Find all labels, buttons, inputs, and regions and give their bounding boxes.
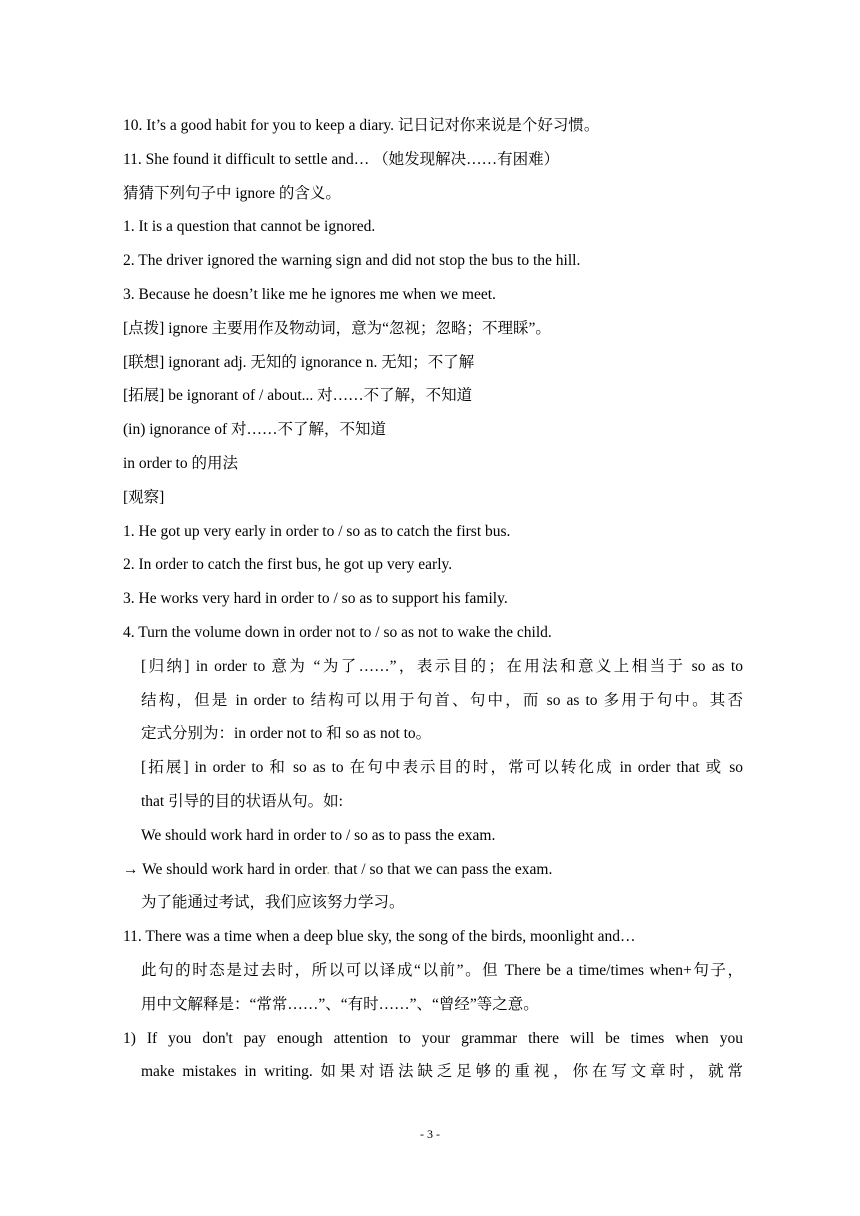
grammar-example-line-2: make mistakes in writing. 如果对语法缺乏足够的重视，你在写文章时，就常 xyxy=(141,1063,743,1081)
exam-example-converted xyxy=(123,853,743,887)
example-sentence-10: 10. It’s a good habit for you to keep a diary. 记日记对你来说是个好习惯。 xyxy=(123,117,600,134)
in-order-to-example-3: 3. He works very hard in order to / so as to support his family. xyxy=(123,590,508,608)
in-order-to-example-4: 4. Turn the volume down in order not to / so as not to wake the child. xyxy=(123,623,552,641)
extension-line-2: that 引导的目的状语从句。如: xyxy=(141,792,343,810)
ignore-example-2: 2. The driver ignored the warning sign and did not stop the bus to the hill. xyxy=(123,252,581,270)
page-number: - 3 - xyxy=(420,1127,440,1141)
there-was-a-time-sentence: 11. There was a time when a deep blue sky, the song of the birds, moonlight and… xyxy=(123,928,636,946)
ignore-example-3: 3. Because he doesn’t like me he ignores me when we meet. xyxy=(123,285,496,303)
summary-line-3: 定式分别为：in order not to 和 so as not to。 xyxy=(141,725,432,743)
ignore-extension: [拓展] be ignorant of / about... 对……不了解，不知道 xyxy=(123,387,473,405)
in-order-to-example-2: 2. In order to catch the first bus, he got up very early. xyxy=(123,556,453,574)
tense-explanation-2: 用中文解释是：“常常……”、“有时……”、“曾经”等之意。 xyxy=(141,995,539,1013)
extension-line-1: [拓展] in order to 和 so as to 在句中表示目的时，常可以转化成 in order that 或 so xyxy=(141,759,743,777)
grammar-example-line-1: 1) If you don't pay enough attention to your grammar there will be times when you xyxy=(123,1029,743,1047)
ignore-note: [点拨] ignore 主要用作及物动词，意为“忽视；忽略；不理睬”。 xyxy=(123,319,551,337)
example-sentence-11: 11. She found it difficult to settle and… （她发现解决……有困难） xyxy=(123,150,560,168)
ignore-example-1: 1. It is a question that cannot be ignored. xyxy=(123,218,376,236)
observe-label: [观察] xyxy=(123,488,165,506)
summary-line-2: 结构，但是 in order to 结构可以用于句首、句中，而 so as to 多用于句中。其否 xyxy=(141,691,743,709)
ignore-association: [联想] ignorant adj. 无知的 ignorance n. 无知；不了解 xyxy=(123,353,475,371)
stray-dot-mark: . xyxy=(326,860,331,878)
exam-example-converted-part1: → We should work hard in order xyxy=(123,860,327,878)
in-order-to-example-1: 1. He got up very early in order to / so as to catch the first bus. xyxy=(123,522,511,540)
exam-example-converted-part2: that / so that we can pass the exam. xyxy=(330,860,553,878)
summary-line-1: [归纳] in order to 意为 “为了……”，表示目的；在用法和意义上相当于 so as to xyxy=(141,657,743,675)
in-order-to-heading: in order to 的用法 xyxy=(123,454,238,472)
ignorance-extension: (in) ignorance of 对……不了解，不知道 xyxy=(123,421,387,439)
ignore-prompt: 猜猜下列句子中 ignore 的含义。 xyxy=(123,184,341,202)
exam-example-original: We should work hard in order to / so as to pass the exam. xyxy=(141,826,496,844)
page-body xyxy=(123,109,743,1089)
exam-example-translation: 为了能通过考试，我们应该努力学习。 xyxy=(141,894,405,912)
tense-explanation-1: 此句的时态是过去时，所以可以译成“以前”。但 There be a time/times when+句子， xyxy=(141,961,743,979)
